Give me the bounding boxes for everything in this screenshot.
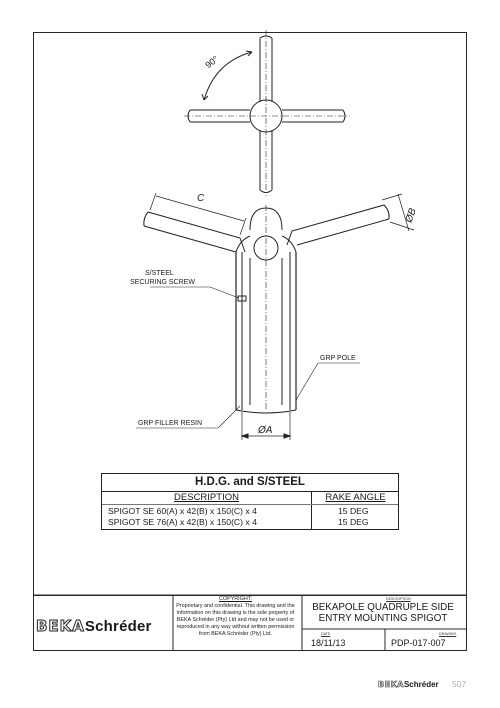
beka-schreder-logo: BEKASchréder [36,617,152,635]
spec-table [101,473,399,530]
spec-row-1-description: SPIGOT SE 60(A) x 42(B) x 150(C) x 4 [108,506,257,516]
dimension-a-label: ØA [258,425,273,436]
dimension-b-label: ØB [403,206,419,225]
drawing-number: PDP-017-007 [391,638,446,648]
date-caption: DATE [321,632,331,636]
spec-row-2-rake: 15 DEG [338,517,369,527]
spec-divider [311,491,312,530]
side-view [136,193,414,440]
top-view-cross [184,30,350,196]
drawing-caption: DRAWING [439,632,457,636]
spec-row-2-description: SPIGOT SE 76(A) x 42(B) x 150(C) x 4 [108,517,257,527]
title-block [33,595,467,651]
spec-row-1-rake: 15 DEG [338,506,369,516]
drawing-date: 18/11/13 [311,638,346,648]
copyright-notice: COPYRIGHT: Proprietary and confidential. This drawing and the information on this drawing is the sole property of BEKA Schréder (Pty) Ltd and may not be used or reproduced in any way without written permission from BEKA Schréder (Pty) Ltd. [176,596,295,637]
drawing-description: BEKAPOLE QUADRUPLE SIDE ENTRY MOUNTING SPIGOT [312,602,454,624]
footer-logo: BEKASchréder [378,680,439,689]
angle-label: 90° [203,53,221,71]
dimension-c-label: C [197,193,205,204]
screw-label-line1: S/STEEL [145,270,174,277]
grp-pole-label: GRP POLE [320,355,356,362]
spec-header-rule [102,504,398,505]
page-number: 507 [452,679,467,689]
spec-table-title: H.D.G. and S/STEEL [102,474,398,492]
grp-filler-label: GRP FILLER RESIN [138,420,203,427]
spec-col-description: DESCRIPTION [174,492,239,503]
screw-label-line2: SECURING SCREW [130,279,195,286]
spec-col-rake: RAKE ANGLE [325,492,386,503]
description-caption: DESCRIPTION [386,597,411,601]
